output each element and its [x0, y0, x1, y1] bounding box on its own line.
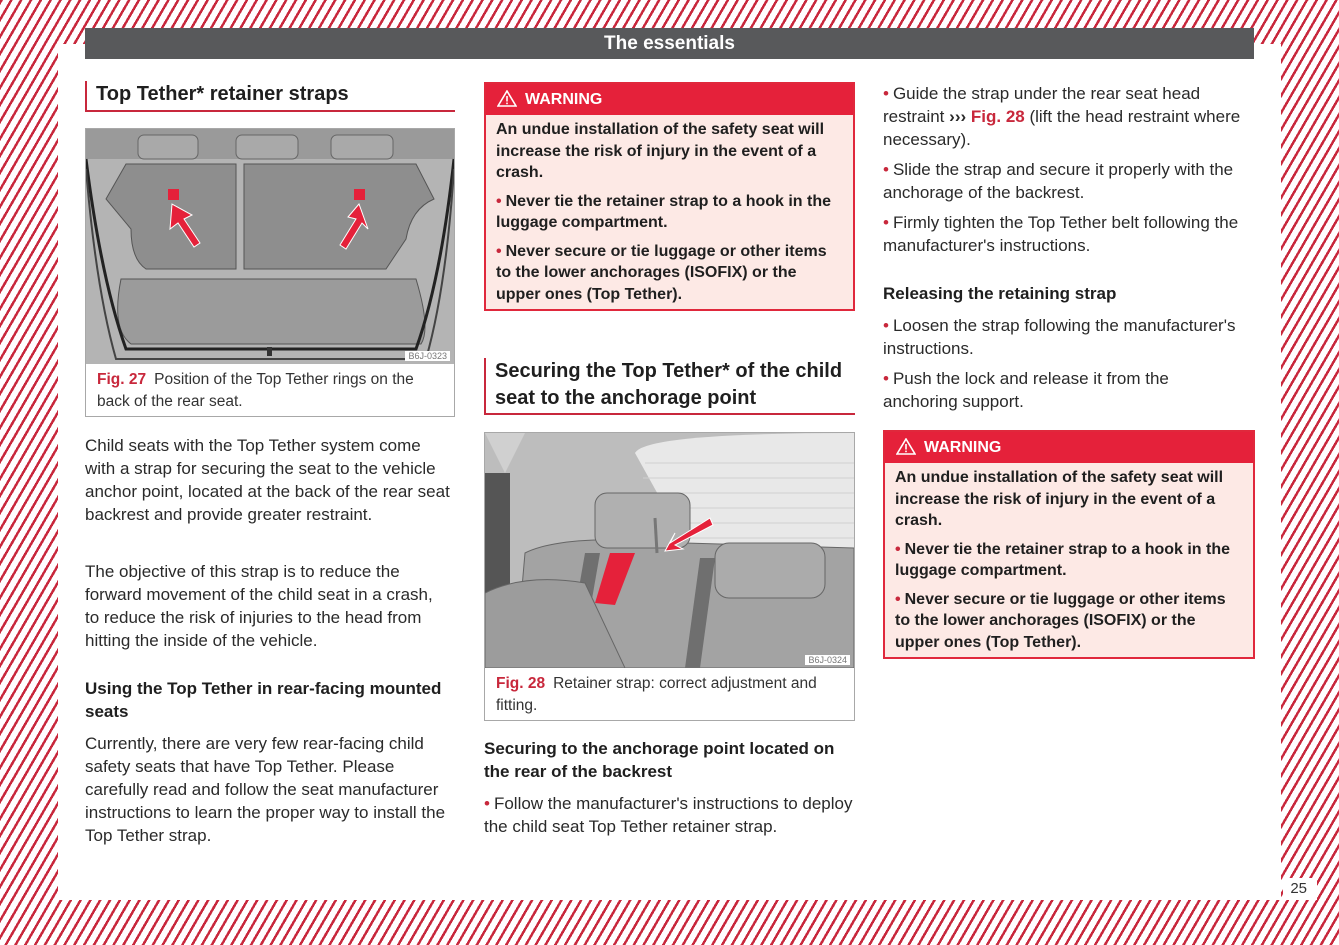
page-number: 25 — [1290, 880, 1307, 897]
figure-27-image-code: B6J-0323 — [405, 351, 450, 361]
figure-28-image-code: B6J-0324 — [805, 655, 850, 665]
paragraph-intro: Child seats with the Top Tether system come with a strap for securing the seat to the vehicle anchor point, located at the back of the rear seat backrest and provide greater restraint. — [85, 436, 450, 524]
warning-triangle-icon — [896, 438, 916, 455]
figure-28-caption-text: Retainer strap: correct adjustment and fitting. — [496, 675, 817, 714]
page-number-box — [1283, 878, 1317, 900]
subheading-rear-facing: Using the Top Tether in rear-facing mounted seats — [85, 679, 442, 721]
warning-intro-1: An undue installation of the safety seat will increase the risk of injury in the event of a crash. — [496, 121, 825, 181]
warning-item: • Never secure or tie luggage or other items to the lower anchorages (ISOFIX) or the upper ones (Top Tether). — [496, 242, 827, 303]
bullet-item: • Loosen the strap following the manufacturer's instructions. — [883, 316, 1236, 358]
bullet-item: • Firmly tighten the Top Tether belt following the manufacturer's instructions. — [883, 213, 1239, 255]
header-bar: The essentials — [85, 28, 1254, 59]
warning-triangle-icon — [497, 90, 517, 107]
subheading-releasing: Releasing the retaining strap — [883, 284, 1117, 303]
paragraph-objective: The objective of this strap is to reduce the forward movement of the child seat in a crash, to reduce the risk of injuries to the head from hitting the inside of the vehicle. — [85, 562, 433, 650]
section-title-securing: Securing the Top Tether* of the child seat to the anchorage point — [484, 358, 855, 415]
figure-27-caption — [97, 369, 446, 413]
figure-27 — [85, 128, 455, 417]
figure-28-link[interactable]: Fig. 28 — [970, 107, 1025, 126]
figure-28-caption — [496, 673, 846, 717]
figure-27-caption-text: Position of the Top Tether rings on the back of the rear seat. — [97, 371, 414, 410]
subheading-anchorage: Securing to the anchorage point located on the rear of the backrest — [484, 739, 835, 781]
warning-box-2 — [883, 430, 1255, 659]
figure-27-image — [86, 129, 454, 364]
figure-28-label: Fig. 28 — [496, 675, 546, 692]
figure-27-label: Fig. 27 — [97, 371, 147, 388]
warning-header-2 — [885, 432, 1253, 463]
bullet-item: • Push the lock and release it from the anchoring support. — [883, 369, 1169, 411]
section-title-top-tether: Top Tether* retainer straps — [85, 81, 455, 112]
warning-title-1: WARNING — [525, 91, 603, 108]
warning-header-1 — [486, 84, 853, 115]
warning-item: • Never tie the retainer strap to a hook in the luggage compartment. — [895, 540, 1231, 579]
paragraph-rear-facing: Currently, there are very few rear-facing child safety seats that have Top Tether. Please carefully read and follow the seat manufacturer instructions to learn the proper way to install the Top Tether strap. — [85, 734, 446, 845]
rear-seat-illustration — [485, 433, 854, 668]
luggage-compartment-illustration — [86, 129, 454, 364]
warning-intro-2: An undue installation of the safety seat will increase the risk of injury in the event of a crash. — [895, 469, 1224, 529]
warning-title-2: WARNING — [924, 439, 1002, 456]
figure-28 — [484, 432, 855, 721]
bullet-item: • Follow the manufacturer's instructions to deploy the child seat Top Tether retainer strap. — [484, 794, 853, 836]
bullet-guide-strap: • Guide the strap under the rear seat head restraint ››› Fig. 28 (lift the head restraint where necessary). — [883, 84, 1241, 149]
warning-item: • Never secure or tie luggage or other items to the lower anchorages (ISOFIX) or the upper ones (Top Tether). — [895, 590, 1226, 651]
warning-item: • Never tie the retainer strap to a hook in the luggage compartment. — [496, 192, 832, 231]
cross-reference-arrow-icon: ››› — [949, 107, 967, 126]
bullet-item: • Slide the strap and secure it properly with the anchorage of the backrest. — [883, 160, 1234, 202]
figure-28-image — [485, 433, 854, 668]
warning-box-1 — [484, 82, 855, 311]
